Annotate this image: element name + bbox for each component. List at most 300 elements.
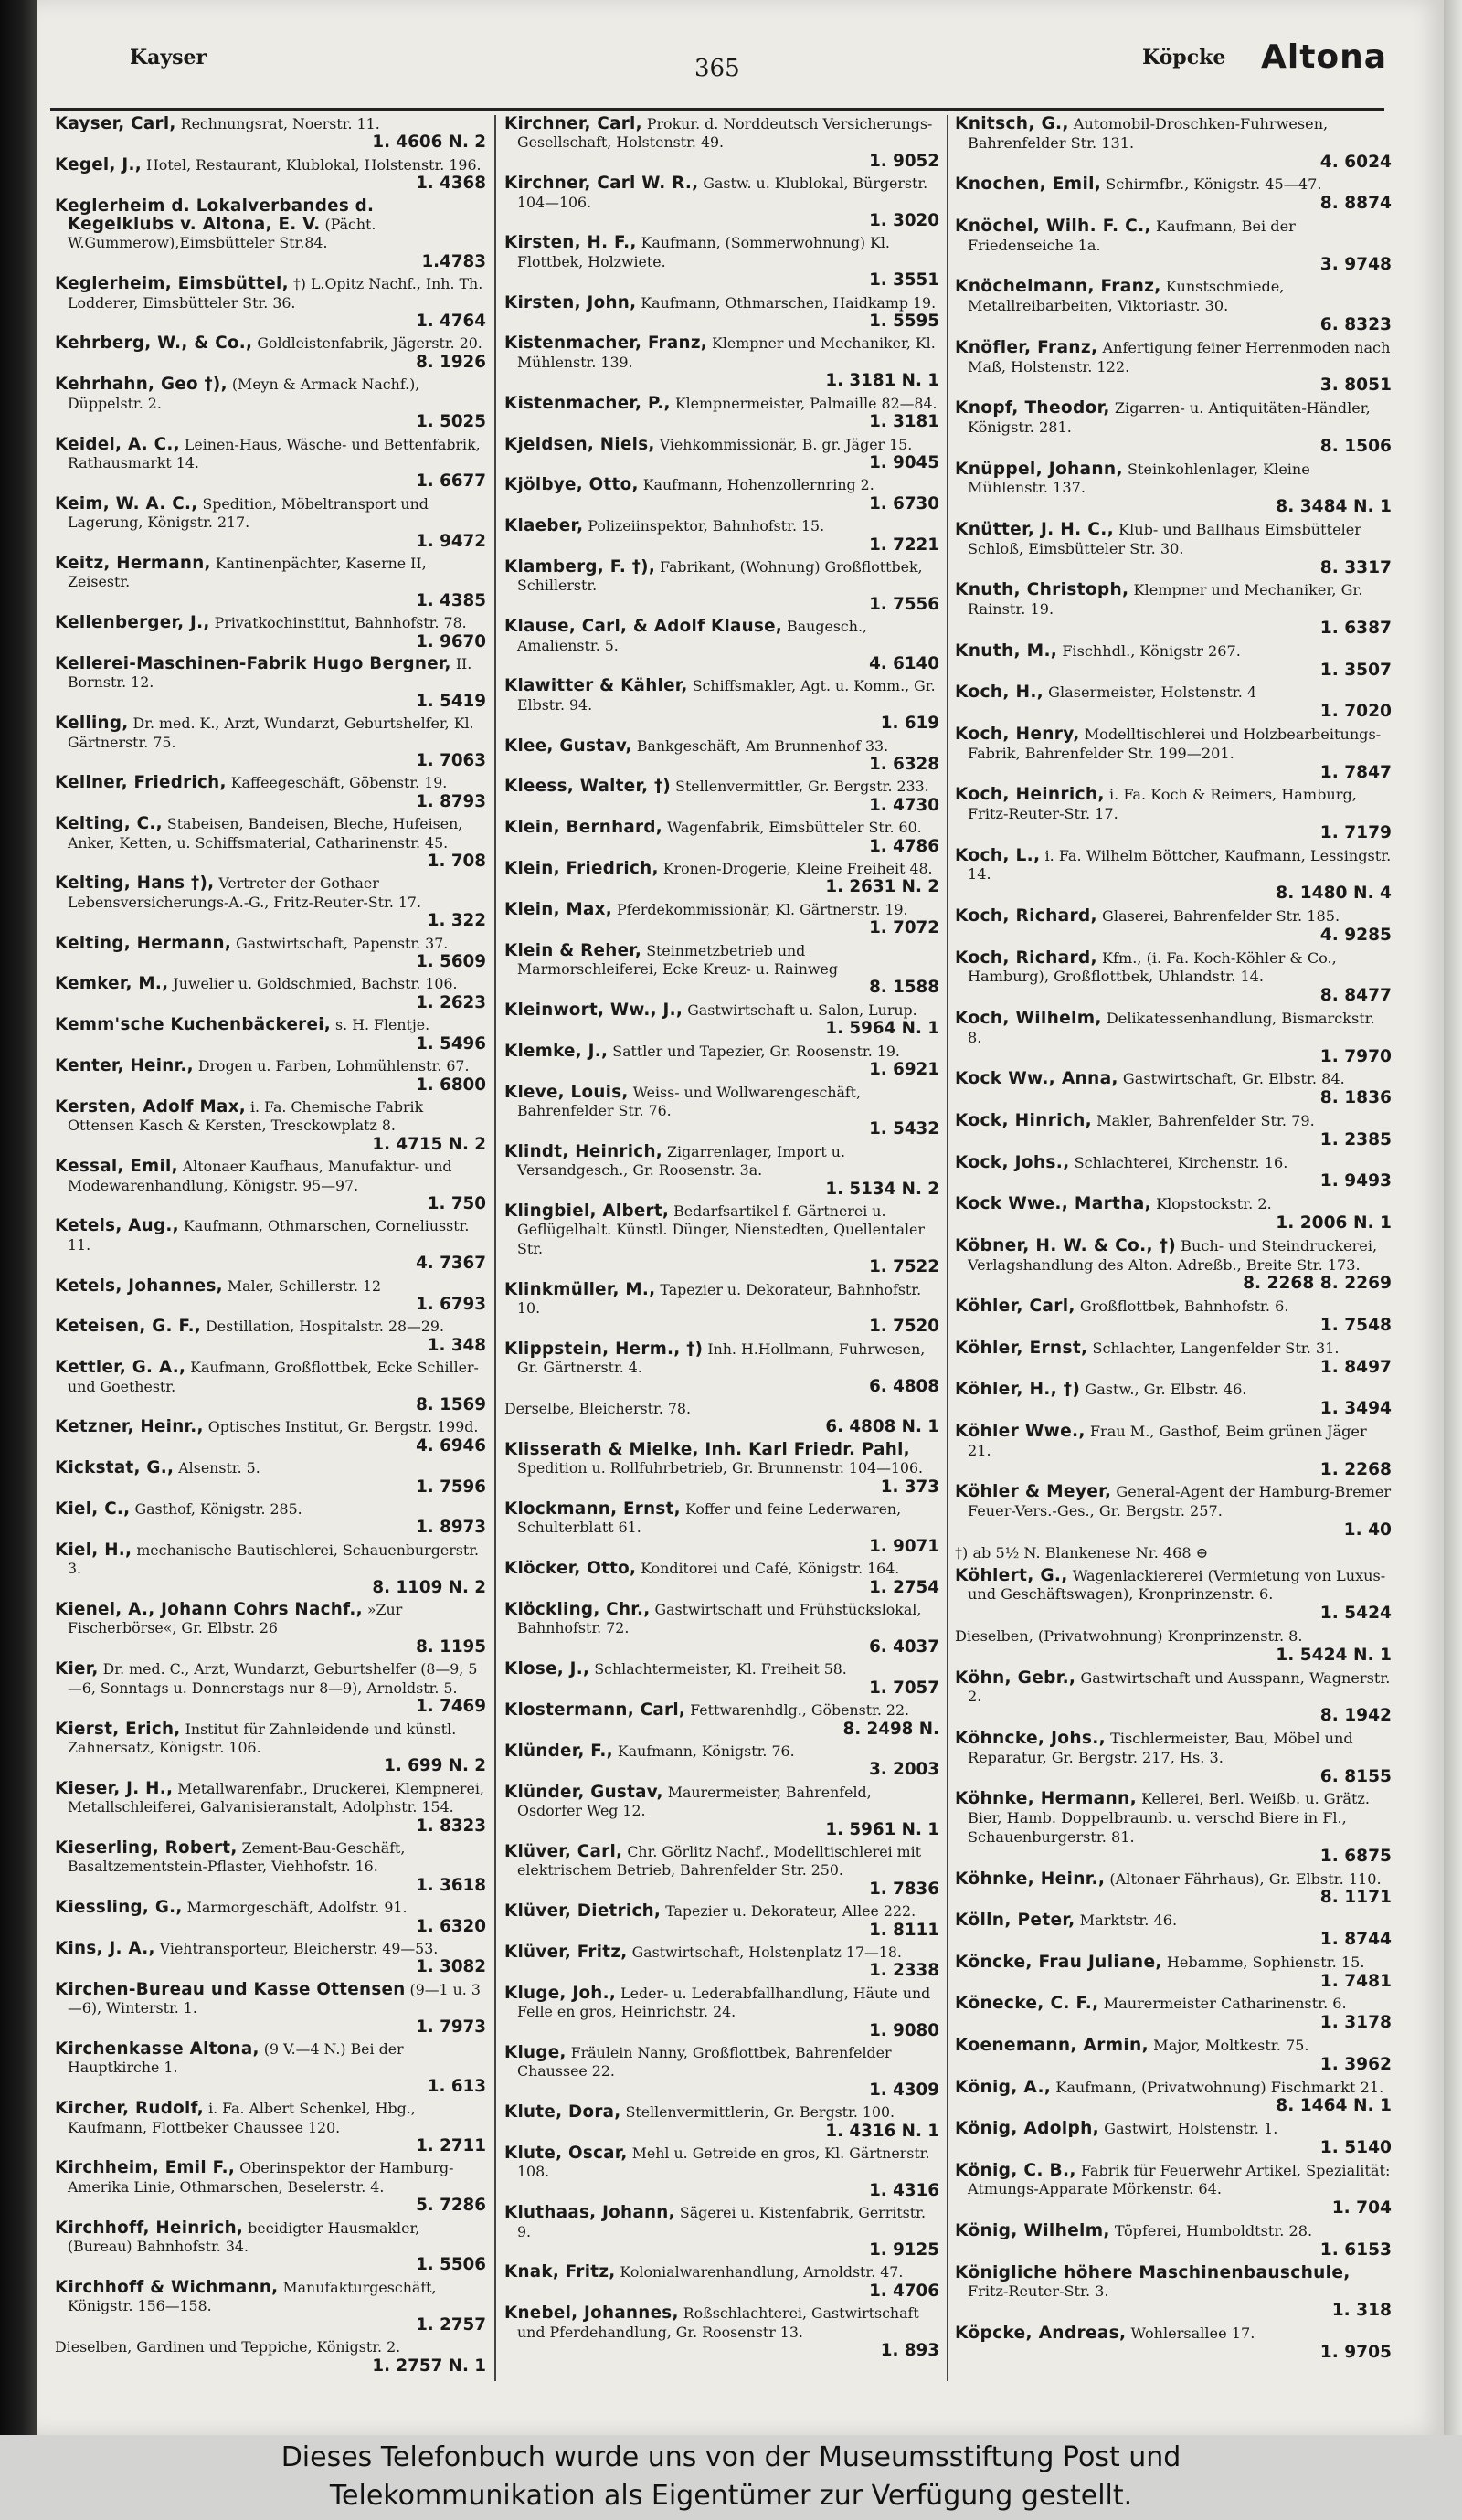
phone-number: 1. 3181 N. 1 <box>825 371 939 391</box>
phone-number: 1. 5964 N. 1 <box>825 1019 939 1039</box>
directory-entry <box>955 1154 1392 1192</box>
directory-entry <box>504 558 939 614</box>
directory-entry <box>55 2279 486 2335</box>
phone-number: 1. 9052 <box>869 151 939 171</box>
directory-entry <box>955 2222 1392 2261</box>
phone-number: 1. 6730 <box>869 493 939 514</box>
phone-number: 1. 9071 <box>869 1536 939 1556</box>
entry-name: Klein & Reher, <box>504 940 642 960</box>
directory-entry <box>955 278 1392 334</box>
phone-number: 1.4783 <box>421 251 486 271</box>
directory-entry <box>504 1601 939 1657</box>
phone-number: 1. 4385 <box>416 590 486 610</box>
header-city: Altona <box>1261 38 1388 76</box>
entry-details: Klopstockstr. 2. <box>1156 1195 1272 1213</box>
phone-number: 8. 8874 <box>1319 194 1392 214</box>
entry-details: »Zur Fischerbörse«, Gr. Elbstr. 26 <box>68 1601 403 1637</box>
entry-details: i. Fa. Koch & Reimers, Hamburg, Fritz-Reuter-Str. 17. <box>968 786 1357 823</box>
entry-name: Kellenberger, J., <box>55 613 210 633</box>
phone-number: 1. 5424 <box>1319 1604 1392 1624</box>
entry-name: Kirchen-Bureau und Kasse Ottensen <box>55 1979 406 1999</box>
directory-entry <box>504 1500 939 1556</box>
entry-name: Knitsch, G., <box>955 114 1069 133</box>
phone-number: 1. 5506 <box>416 2255 486 2275</box>
directory-entry <box>55 975 486 1012</box>
directory-entry <box>504 901 939 938</box>
phone-number: 1. 5134 N. 2 <box>825 1179 939 1199</box>
phone-number: 8. 1836 <box>1319 1088 1392 1108</box>
entry-details: Fabrik für Feuerwehr Artikel, Spezialität: Atmungs-Apparate Mörkenstr. 64. <box>968 2161 1391 2198</box>
directory-entry <box>955 1195 1392 1234</box>
phone-number: 8. 8477 <box>1319 986 1392 1006</box>
phone-number: 1. 3082 <box>416 1957 486 1977</box>
entry-details: Schlachterei, Kirchenstr. 16. <box>1074 1153 1288 1171</box>
phone-number: 8. 1926 <box>416 352 486 372</box>
entry-name: Koch, Wilhelm, <box>955 1009 1102 1029</box>
directory-entry <box>504 1043 939 1080</box>
directory-entry <box>504 1340 939 1396</box>
entry-details: Kaufmann, Hohenzollernring 2. <box>642 476 874 494</box>
entry-name: Knütter, J. H. C., <box>955 519 1114 539</box>
phone-number: 8. 3317 <box>1319 557 1392 577</box>
entry-details: Marktstr. 46. <box>1079 1911 1178 1930</box>
directory-column-3 <box>955 115 1392 2381</box>
entry-details: Manufakturgeschäft, Königstr. 156—158. <box>68 2278 437 2315</box>
directory-entry <box>955 949 1392 1006</box>
phone-number: 3. 8051 <box>1319 376 1392 396</box>
phone-number: 1. 2006 N. 1 <box>1276 1213 1392 1234</box>
entry-name: Kirsten, John, <box>504 292 637 312</box>
entry-name: Kins, J. A., <box>55 1938 155 1958</box>
directory-entry <box>504 2144 939 2200</box>
phone-number: 1. 9125 <box>869 2240 939 2261</box>
phone-number: 1. 5140 <box>1319 2137 1392 2157</box>
entry-details: Oberinspektor der Hamburg-Amerika Linie, Othmarschen, Beselerstr. 4. <box>68 2159 454 2196</box>
phone-number: 1. 7556 <box>869 594 939 614</box>
directory-note: †) ab 5½ N. Blankenese Nr. 468 ⊕ <box>955 1543 1209 1562</box>
entry-name: Kiel, C., <box>55 1499 131 1519</box>
directory-entry <box>55 815 486 871</box>
directory-entry <box>504 1742 939 1780</box>
phone-number: 1. 699 N. 2 <box>384 1756 486 1776</box>
directory-entry <box>955 1237 1392 1294</box>
phone-number: 1. 5025 <box>416 412 486 432</box>
entry-details: Vertreter der Gothaer Lebensversicherungs-A.-G., Fritz-Reuter-Str. 17. <box>68 874 422 911</box>
entry-details: Wohlersallee 17. <box>1130 2324 1255 2343</box>
directory-entry <box>504 1143 939 1199</box>
entry-details: Viehtransporteur, Bleicherstr. 49—53. <box>159 1939 439 1957</box>
entry-details: Kellerei, Berl. Weißb. u. Grätz. Bier, Hamb. Doppelbraunb. u. verschd Biere in Fl., Schauenburgerstr. 81. <box>968 1790 1371 1846</box>
directory-entry <box>55 1318 486 1355</box>
phone-number: 1. 348 <box>427 1335 486 1355</box>
entry-name: Knuth, M., <box>955 641 1058 661</box>
phone-number: 1. 2268 <box>1319 1459 1392 1479</box>
directory-entry <box>955 1730 1392 1786</box>
directory-entry <box>504 1843 939 1899</box>
entry-name: Klünder, F., <box>504 1741 613 1761</box>
phone-number: 1. 8497 <box>1319 1357 1392 1377</box>
directory-column-2 <box>504 115 939 2381</box>
directory-entry <box>955 2324 1392 2363</box>
directory-entry <box>504 2304 939 2360</box>
entry-name: Kircher, Rudolf, <box>55 2099 205 2119</box>
phone-number: 1. 6875 <box>1319 1846 1392 1866</box>
directory-entry <box>504 860 939 897</box>
entry-name: Knuth, Christoph, <box>955 580 1129 600</box>
entry-details: Delikatessenhandlung, Bismarckstr. 8. <box>968 1010 1375 1046</box>
directory-entry <box>55 2338 486 2376</box>
page-number: 365 <box>694 55 740 82</box>
entry-details: Fettwarenhdlg., Göbenstr. 22. <box>690 1701 910 1720</box>
entry-details: Töpferei, Humboldtstr. 28. <box>1114 2222 1313 2240</box>
entry-name: Koch, Heinrich, <box>955 785 1105 805</box>
entry-details: Anfertigung feiner Herrenmoden nach Maß, Holstenstr. 122. <box>968 338 1391 376</box>
entry-name: Klüver, Dietrich, <box>504 1901 662 1922</box>
phone-number: 1. 7063 <box>416 751 486 770</box>
entry-details: Modelltischlerei und Holzbearbeitungs-Fabrik, Bahrenfelder Str. 199—201. <box>968 725 1382 762</box>
directory-entry <box>504 1985 939 2040</box>
phone-number: 8. 1464 N. 1 <box>1276 2096 1392 2116</box>
entry-details: Prokur. d. Norddeutsch Versicherungs-Gesellschaft, Holstenstr. 49. <box>517 115 933 152</box>
entry-name: Keidel, A. C., <box>55 434 180 454</box>
entry-name: Kelting, C., <box>55 814 163 834</box>
entry-details: Gastwirtschaft und Frühstückslokal, Bahnhofstr. 72. <box>517 1601 922 1637</box>
phone-number: 8. 3484 N. 1 <box>1276 497 1392 517</box>
entry-details: Bankgeschäft, Am Brunnenhof 33. <box>636 736 889 755</box>
entry-name: Köhlert, G., <box>955 1565 1068 1585</box>
entry-name: Kjölbye, Otto, <box>504 475 639 495</box>
footer-line-2: Telekommunikation als Eigentümer zur Verfügung gestellt. <box>329 2480 1133 2512</box>
directory-entry <box>55 2219 486 2275</box>
entry-name: Kehrhahn, Geo †), <box>55 375 228 395</box>
directory-entry <box>955 1567 1392 1624</box>
entry-details: Zigarren- u. Antiquitäten-Händler, Königstr. 281. <box>968 399 1371 436</box>
entry-name: Köbner, H. W. & Co., †) <box>955 1235 1177 1255</box>
phone-number: 1. 7520 <box>869 1317 939 1337</box>
directory-entry <box>504 778 939 815</box>
directory-entry <box>55 1359 486 1414</box>
phone-number: 1. 4316 N. 1 <box>825 2121 939 2141</box>
directory-entry <box>55 436 486 492</box>
phone-number: 1. 9472 <box>416 531 486 551</box>
directory-entry <box>504 1441 939 1497</box>
entry-details: Stellenvermittler, Gr. Bergstr. 233. <box>675 778 929 796</box>
entry-name: Kirchhoff, Heinrich, <box>55 2218 244 2238</box>
entry-details: Dr. med. K., Arzt, Wundarzt, Geburtshelfer, Kl. Gärtnerstr. 75. <box>68 715 474 751</box>
phone-number: 8. 1588 <box>869 978 939 998</box>
entry-name: Kessal, Emil, <box>55 1157 178 1177</box>
entry-name: Kleve, Louis, <box>504 1082 629 1102</box>
phone-number: 1. 3494 <box>1319 1399 1392 1419</box>
header-last-entry: Köpcke <box>1142 46 1226 69</box>
entry-name: Klostermann, Carl, <box>504 1700 686 1721</box>
directory-entry <box>55 1277 486 1315</box>
phone-number: 4. 6946 <box>416 1435 486 1456</box>
entry-details: Gasthof, Königstr. 285. <box>134 1500 302 1519</box>
phone-number: 1. 7179 <box>1319 822 1392 842</box>
entry-name: Kluge, Joh., <box>504 1983 617 2003</box>
phone-number: 1. 9670 <box>416 631 486 651</box>
directory-entry <box>955 1423 1392 1479</box>
phone-number: 1. 5961 N. 1 <box>825 1819 939 1839</box>
entry-details: Schirmfbr., Königstr. 45—47. <box>1106 175 1322 194</box>
entry-name: Kemm'sche Kuchenbäckerei, <box>55 1015 332 1035</box>
phone-number: 3. 2003 <box>869 1760 939 1780</box>
directory-entry <box>955 2120 1392 2158</box>
entry-details: (9 V.—4 N.) Bei der Hauptkirche 1. <box>68 2040 404 2077</box>
header-first-entry: Kayser <box>130 46 207 69</box>
phone-number: 1. 7020 <box>1319 702 1392 722</box>
phone-number: 1. 8323 <box>416 1816 486 1836</box>
directory-entry <box>504 395 939 432</box>
entry-name: Kirsten, H. F., <box>504 233 637 253</box>
phone-number: 1. 2385 <box>1319 1129 1392 1149</box>
directory-column-1 <box>55 115 486 2381</box>
phone-number: 1. 2757 N. 1 <box>372 2356 486 2376</box>
phone-number: 1. 4786 <box>869 836 939 856</box>
directory-entry <box>955 642 1392 681</box>
entry-details: Spedition u. Rollfuhrbetrieb, Gr. Brunnenstr. 104—106. <box>517 1459 924 1477</box>
entry-name: Klute, Dora, <box>504 2102 621 2123</box>
phone-number: 1. 6921 <box>869 1060 939 1080</box>
entry-details: Sägerei u. Kistenfabrik, Gerritstr. 9. <box>517 2204 926 2240</box>
entry-details: Roßschlachterei, Gastwirtschaft und Pferdehandlung, Gr. Roosenstr 13. <box>517 2304 919 2341</box>
directory-entry <box>55 376 486 431</box>
entry-name: Knöchel, Wilh. F. C., <box>955 216 1151 236</box>
entry-name: Kettler, G. A., <box>55 1358 186 1378</box>
entry-name: Kistenmacher, Franz, <box>504 334 708 354</box>
entry-details: Kunstschmiede, Metallreibarbeiten, Viktoriastr. 30. <box>968 278 1285 315</box>
entry-name: Kiessling, G., <box>55 1898 183 1918</box>
phone-number: 4. 9285 <box>1319 925 1392 945</box>
phone-number: 1. 8973 <box>416 1518 486 1538</box>
directory-entry <box>55 874 486 930</box>
phone-number: 1. 9493 <box>1319 1171 1392 1191</box>
directory-entry <box>55 115 486 153</box>
entry-name: Köhnke, Hermann, <box>955 1789 1137 1809</box>
entry-name: Kirchheim, Emil F., <box>55 2158 236 2178</box>
footer-line-1: Dieses Telefonbuch wurde uns von der Museumsstiftung Post und <box>281 2441 1181 2473</box>
directory-entry <box>955 1911 1392 1950</box>
header-rule <box>50 108 1384 111</box>
entry-name: Kock Wwe., Martha, <box>955 1194 1151 1214</box>
entry-details: Fabrikant, (Wohnung) Großflottbek, Schillerstr. <box>517 557 923 595</box>
entry-name: Keitz, Hermann, <box>55 553 211 573</box>
entry-details: i. Fa. Chemische Fabrik Ottensen Kasch & Kersten, Tresckowplatz 8. <box>68 1097 424 1135</box>
phone-number: 1. 318 <box>1331 2301 1392 2321</box>
entry-details: Polizeiinspektor, Bahnhofstr. 15. <box>588 517 825 535</box>
entry-details: Kolonialwarenhandlung, Arnoldstr. 47. <box>620 2263 904 2282</box>
entry-details: Automobil-Droschken-Fuhrwesen, Bahrenfelder Str. 131. <box>968 115 1329 152</box>
entry-name: Knebel, Johannes, <box>504 2303 679 2324</box>
entry-details: Hotel, Restaurant, Klublokal, Holstenstr. 196. <box>146 155 482 174</box>
entry-details: Alsenstr. 5. <box>178 1459 260 1477</box>
directory-entry <box>955 2162 1392 2218</box>
phone-number: 1. 750 <box>427 1193 486 1213</box>
entry-details: Stellenvermittlerin, Gr. Bergstr. 100. <box>625 2103 895 2122</box>
phone-number: 1. 2711 <box>416 2136 486 2156</box>
entry-name: Knöchelmann, Franz, <box>955 277 1161 297</box>
page-header <box>101 26 1388 82</box>
entry-name: Kelling, <box>55 714 129 734</box>
phone-number: 8. 1480 N. 4 <box>1276 884 1392 904</box>
phone-number: 1. 4715 N. 2 <box>372 1134 486 1154</box>
phone-number: 1. 8111 <box>869 1920 939 1940</box>
phone-number: 8. 1195 <box>416 1636 486 1657</box>
entry-details: Fritz-Reuter-Str. 3. <box>968 2282 1109 2301</box>
directory-entry <box>504 1001 939 1039</box>
entry-name: Klein, Bernhard, <box>504 818 662 838</box>
entry-details: Chr. Görlitz Nachf., Modelltischlerei mit elektrischem Betrieb, Bahrenfelder Str. 250. <box>517 1842 922 1879</box>
phone-number: 1. 3507 <box>1319 660 1392 680</box>
entry-details: Glasermeister, Holstenstr. 4 <box>1048 683 1257 702</box>
entry-name: Klisserath & Mielke, Inh. Karl Friedr. Pahl, <box>504 1439 910 1459</box>
entry-name: Klawitter & Kähler, <box>504 676 688 696</box>
phone-number: 1. 7221 <box>869 535 939 555</box>
entry-name: Kemker, M., <box>55 974 169 994</box>
entry-name: Köhnke, Heinr., <box>955 1869 1106 1889</box>
entry-details: Bedarfsartikel f. Gärtnerei u. Geflügelhalt. Künstl. Dünger, Nienstedten, Quellentaler Str. <box>517 1202 925 1257</box>
directory-entry <box>955 399 1392 456</box>
entry-details: Kaufmann, (Sommerwohnung) Kl. Flottbek, Holzwiete. <box>517 234 890 270</box>
phone-number: 1. 5496 <box>416 1033 486 1054</box>
entry-name: Kluge, <box>504 2043 567 2062</box>
phone-number: 1. 7973 <box>416 2017 486 2037</box>
directory-entry <box>955 2264 1392 2321</box>
phone-number: 8. 1171 <box>1319 1888 1392 1908</box>
entry-details: Koffer und feine Lederwaren, Schulterblatt 61. <box>517 1500 902 1537</box>
entry-name: Klüver, Carl, <box>504 1841 623 1861</box>
directory-entry <box>955 461 1392 517</box>
entry-details: Gastwirt, Holstenstr. 1. <box>1104 2120 1278 2138</box>
directory-entry <box>504 1902 939 1940</box>
directory-entry <box>504 234 939 290</box>
phone-number: 1. 3962 <box>1319 2054 1392 2074</box>
phone-number: 1. 8793 <box>416 791 486 811</box>
entry-name: Koenemann, Armin, <box>955 2035 1149 2055</box>
phone-number: 6. 4037 <box>869 1636 939 1657</box>
entry-name: Ketels, Aug., <box>55 1216 179 1236</box>
entry-name: Kieserling, Robert, <box>55 1837 238 1858</box>
entry-name: Keim, W. A. C., <box>55 493 198 514</box>
directory-entry <box>504 737 939 775</box>
entry-details: Dieselben, (Privatwohnung) Kronprinzenstr. 8. <box>955 1626 1303 1645</box>
entry-details: Zement-Bau-Geschäft, Basaltzementstein-Pflaster, Viehhofstr. 16. <box>68 1838 406 1876</box>
directory-entry <box>504 1784 939 1839</box>
entry-name: Kelting, Hermann, <box>55 933 232 953</box>
phone-number: 1. 6387 <box>1319 618 1392 638</box>
directory-entry <box>955 1381 1392 1419</box>
directory-entry <box>55 1541 486 1597</box>
entry-details: Tapezier u. Dekorateur, Bahnhofstr. 10. <box>517 1280 922 1317</box>
phone-number: 1. 5609 <box>416 952 486 972</box>
entry-details: Gastwirtschaft u. Salon, Lurup. <box>687 1001 917 1019</box>
phone-number: 1. 613 <box>427 2076 486 2096</box>
phone-number: 1. 619 <box>880 714 939 734</box>
directory-entry <box>55 156 486 194</box>
entry-details: Major, Moltkestr. 75. <box>1153 2036 1309 2054</box>
phone-number: 1. 893 <box>880 2341 939 2361</box>
entry-name: Köhler, Carl, <box>955 1297 1075 1317</box>
directory-entry <box>55 334 486 372</box>
entry-details: Frau M., Gasthof, Beim grünen Jäger 21. <box>968 1423 1367 1459</box>
directory-entry <box>55 774 486 811</box>
entry-name: Klein, Friedrich, <box>504 859 659 879</box>
directory-entry <box>955 786 1392 842</box>
entry-name: Klaeber, <box>504 516 584 536</box>
entry-details: Pferdekommissionär, Kl. Gärtnerstr. 19. <box>617 900 908 918</box>
phone-number: 1. 9705 <box>1319 2342 1392 2362</box>
directory-entry <box>55 275 486 331</box>
entry-details: Goldleistenfabrik, Jägerstr. 20. <box>257 334 482 353</box>
entry-details: Tapezier u. Dekorateur, Allee 222. <box>665 1902 916 1921</box>
entry-details: Fräulein Nanny, Großflottbek, Bahrenfelder Chaussee 22. <box>517 2044 892 2081</box>
phone-number: 1. 2623 <box>416 992 486 1012</box>
directory-entry <box>55 1940 486 1977</box>
directory-entry <box>55 1057 486 1095</box>
entry-details: Buch- und Steindruckerei, Verlagshandlung des Alton. Adreßb., Breite Str. 173. <box>968 1236 1378 1274</box>
entry-details: i. Fa. Wilhelm Böttcher, Kaufmann, Lessingstr. 14. <box>968 846 1392 884</box>
directory-entry <box>504 2263 939 2301</box>
entry-name: Kienel, A., Johann Cohrs Nachf., <box>55 1600 363 1620</box>
directory-entry <box>955 339 1392 396</box>
directory-entry <box>955 581 1392 638</box>
phone-number: 1. 9080 <box>869 2020 939 2040</box>
entry-name: König, Adolph, <box>955 2119 1099 2139</box>
phone-number: 8. 1506 <box>1319 436 1392 456</box>
entry-details: (Altonaer Fährhaus), Gr. Elbstr. 110. <box>1109 1869 1382 1888</box>
phone-number: 5. 7286 <box>416 2196 486 2216</box>
directory-entry <box>55 1500 486 1538</box>
entry-name: Kirchner, Carl W. R., <box>504 174 699 194</box>
directory-entry <box>955 1954 1392 1992</box>
entry-details: Destillation, Hospitalstr. 28—29. <box>206 1318 444 1336</box>
directory-entry <box>504 1660 939 1698</box>
phone-number: 1. 7522 <box>869 1257 939 1277</box>
directory-entry <box>955 1070 1392 1108</box>
directory-entry <box>55 1016 486 1054</box>
entry-details: Kfm., (i. Fa. Koch-Köhler & Co., Hamburg), Großflottbek, Uhlandstr. 14. <box>968 948 1337 986</box>
directory-entry <box>955 907 1392 946</box>
entry-details: Zigarrenlager, Import u. Versandgesch., Gr. Roosenstr. 3a. <box>517 1142 845 1180</box>
phone-number: 1. 4706 <box>869 2281 939 2301</box>
directory-entry <box>55 197 486 272</box>
entry-details: beeidigter Hausmakler, (Bureau) Bahnhofstr. 34. <box>68 2218 420 2256</box>
phone-number: 1. 7970 <box>1319 1046 1392 1066</box>
entry-details: Weiss- und Wollwarengeschäft, Bahrenfelder Str. 76. <box>517 1083 862 1119</box>
directory-entry <box>55 1721 486 1776</box>
entry-name: Kirchner, Carl, <box>504 114 642 133</box>
directory-entry <box>504 334 939 390</box>
phone-number: 1. 4730 <box>869 795 939 815</box>
entry-name: Kjeldsen, Niels, <box>504 434 655 454</box>
phone-number: 1. 6320 <box>416 1916 486 1936</box>
phone-number: 1. 40 <box>1343 1519 1392 1540</box>
directory-entry <box>955 1669 1392 1726</box>
phone-number: 6. 4808 N. 1 <box>825 1417 939 1437</box>
entry-name: Kellerei-Maschinen-Fabrik Hugo Bergner, <box>55 653 451 673</box>
phone-number: 1. 2757 <box>416 2314 486 2335</box>
phone-number: 1. 3618 <box>416 1875 486 1895</box>
entry-details: Wagenlackiererei (Vermietung von Luxus- und Geschäftswagen), Kronprinzenstr. 6. <box>968 1566 1386 1604</box>
directory-entry <box>55 1459 486 1497</box>
entry-details: Metallwarenfabr., Druckerei, Klempnerei, Metallschleiferei, Galvanisieranstalt, Adolphstr. 154. <box>68 1779 484 1816</box>
directory-entry <box>955 1297 1392 1336</box>
entry-details: Baugesch., Amalienstr. 5. <box>517 618 867 654</box>
entry-details: Fischhdl., Königstr 267. <box>1062 641 1241 660</box>
entry-name: Kistenmacher, P., <box>504 393 671 413</box>
phone-number: 6. 8155 <box>1319 1766 1392 1786</box>
